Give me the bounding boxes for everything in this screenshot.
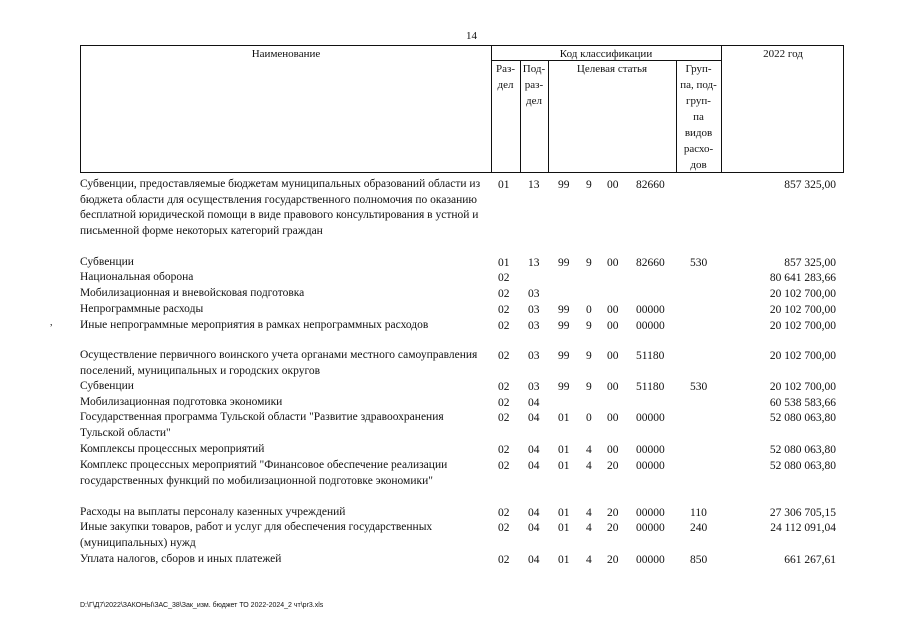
table-row: Национальная оборона 02 80 641 283,66 [80,271,836,284]
table-row: Непрограммные расходы 02 03 99 0 00 00000 20 102 700,00 [80,303,836,316]
header-target: Целевая статья [576,63,648,75]
header-code: Код классификации [559,48,653,60]
header-name: Наименование [251,48,321,60]
table-row: Субвенции 02 03 99 9 00 51180 530 20 102 700,00 [80,380,836,393]
header-podrazdel: Под- раз- дел [522,63,546,107]
table-row: Государственная программа Тульской области "Развитие здравоохранения Тульской области" 02 04 01 0 00 00000 52 080 063,80 [80,411,836,439]
stray-mark: , [50,317,53,328]
table-row: Осуществление первичного воинского учета органами местного самоуправления поселений, муниципальных и городских округов 02 03 99 9 00 51180 20 102 700,00 [80,349,836,377]
page-number: 14 [466,30,477,42]
table-row: Иные непрограммные мероприятия в рамках непрограммных расходов 02 03 99 9 00 00000 20 102 700,00 [80,319,836,332]
table-header [80,45,844,173]
table-row: Иные закупки товаров, работ и услуг для обеспечения государственных (муниципальных) нужд 02 04 01 4 20 00000 240 24 112 091,04 [80,521,836,549]
header-year: 2022 год [763,48,803,60]
file-path-footer: D:\Г\Д7\2022\ЗАКОНЫ\ЗАС_38\Зак_изм. бюджет ТО 2022-2024_2 чт\pr3.xls [80,602,324,609]
header-razdel: Раз- дел [495,63,515,91]
table-row: Мобилизационная и вневойсковая подготовка 02 03 20 102 700,00 [80,287,836,300]
table-row: Мобилизационная подготовка экономики 02 04 60 538 583,66 [80,396,836,409]
table-row: Комплексы процессных мероприятий 02 04 01 4 00 00000 52 080 063,80 [80,443,836,456]
table-row: Субвенции, предоставляемые бюджетам муниципальных образований области из бюджета области для осуществления государственного полномочия по оказанию бесплатной юридической помощи в виде правового консультирования в устной и письменной форме некоторых категорий граждан 01 13 99 9 00 82660 857 325,00 [80,178,836,237]
table-row: Субвенции 01 13 99 9 00 82660 530 857 325,00 [80,256,836,269]
header-group: Груп- па, под- груп- па видов расхо- дов [680,63,717,171]
table-row: Расходы на выплаты персоналу казенных учреждений 02 04 01 4 20 00000 110 27 306 705,15 [80,506,836,519]
table-row: Комплекс процессных мероприятий "Финансовое обеспечение реализации государственных функций по мобилизационной подготовке экономики" 02 04 01 4 20 00000 52 080 063,80 [80,459,836,487]
table-row: Уплата налогов, сборов и иных платежей 02 04 01 4 20 00000 850 661 267,61 [80,553,836,566]
